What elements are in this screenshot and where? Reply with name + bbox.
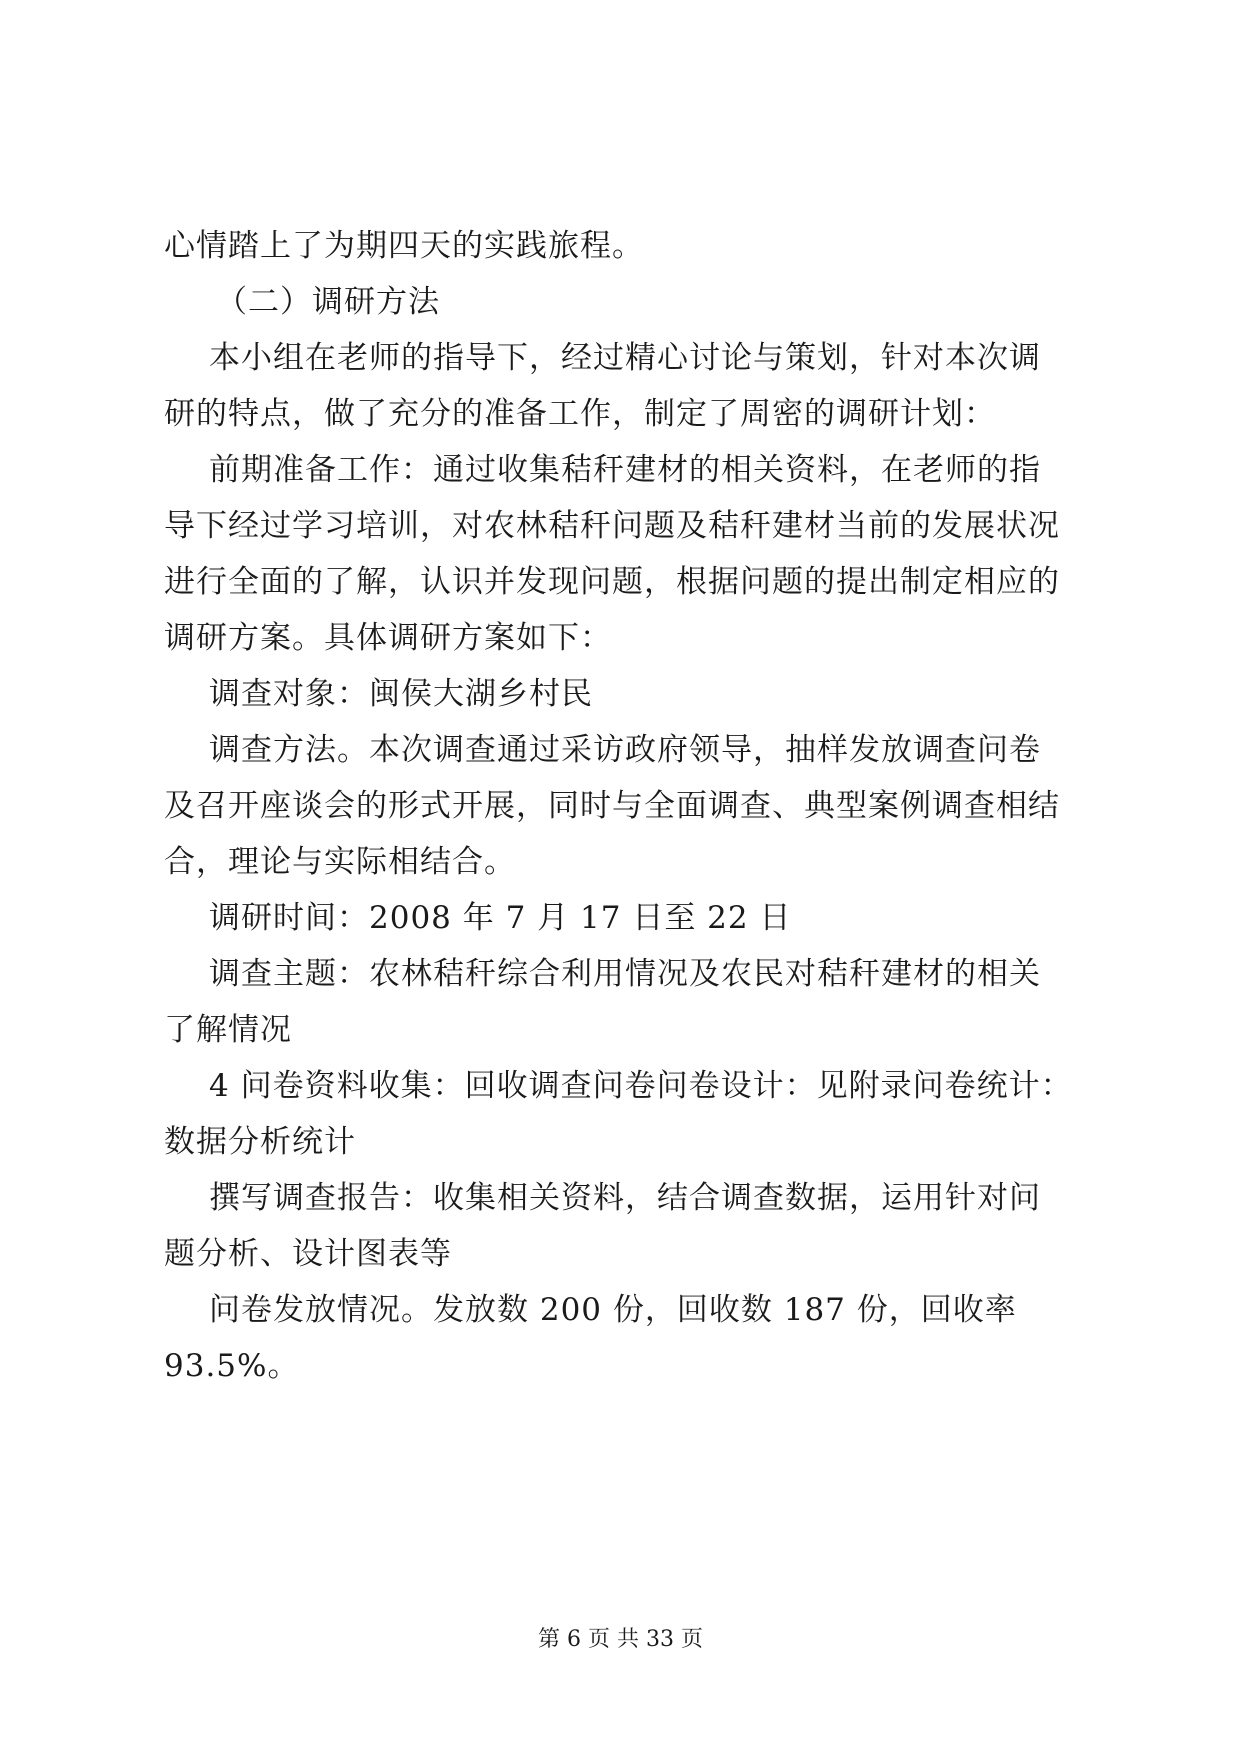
section-heading: （二）调研方法 xyxy=(216,284,440,320)
text-line: 心情踏上了为期四天的实践旅程。 xyxy=(164,228,644,264)
text-line: 调查方法。本次调查通过采访政府领导，抽样发放调查问卷 xyxy=(209,732,1041,768)
text-line: 题分析、设计图表等 xyxy=(164,1236,452,1272)
text-line: 调查主题：农林秸秆综合利用情况及农民对秸秆建材的相关 xyxy=(209,956,1041,992)
text-line: 了解情况 xyxy=(164,1012,292,1048)
page-footer: 第 6 页 共 33 页 xyxy=(538,1627,703,1652)
text-line: 4 问卷资料收集：回收调查问卷问卷设计：见附录问卷统计： xyxy=(209,1068,1073,1104)
text-line: 前期准备工作：通过收集秸秆建材的相关资料，在老师的指 xyxy=(209,452,1041,488)
text-line: 撰写调查报告：收集相关资料，结合调查数据，运用针对问 xyxy=(209,1180,1041,1216)
text-line: 本小组在老师的指导下，经过精心讨论与策划，针对本次调 xyxy=(209,340,1041,376)
text-line: 93.5%。 xyxy=(164,1348,300,1384)
text-line: 导下经过学习培训，对农林秸秆问题及秸秆建材当前的发展状况 xyxy=(164,508,1060,544)
text-line: 合，理论与实际相结合。 xyxy=(164,844,516,880)
text-line: 研的特点，做了充分的准备工作，制定了周密的调研计划： xyxy=(164,396,996,432)
text-line: 数据分析统计 xyxy=(164,1124,356,1160)
text-line: 及召开座谈会的形式开展，同时与全面调查、典型案例调查相结 xyxy=(164,788,1060,824)
text-line: 问卷发放情况。发放数 200 份，回收数 187 份，回收率 xyxy=(209,1292,1017,1328)
text-line: 进行全面的了解，认识并发现问题，根据问题的提出制定相应的 xyxy=(164,564,1060,600)
document-body xyxy=(164,225,1079,1387)
text-line: 调研时间：2008 年 7 月 17 日至 22 日 xyxy=(209,900,792,936)
text-line: 调研方案。具体调研方案如下： xyxy=(164,620,612,656)
text-line: 调查对象：闽侯大湖乡村民 xyxy=(209,676,593,712)
